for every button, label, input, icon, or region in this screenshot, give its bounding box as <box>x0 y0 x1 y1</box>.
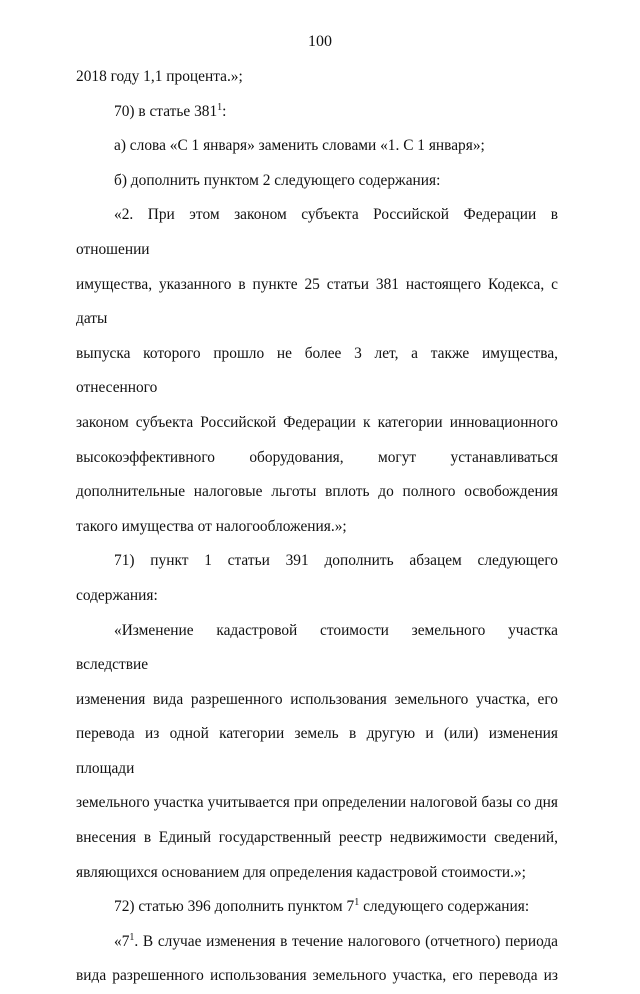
item-72-text: 72) статью 396 дополнить пунктом 7 <box>114 898 355 916</box>
paragraph-subitem-b: б) дополнить пунктом 2 следующего содержания: <box>114 171 441 189</box>
quote-7-1-line-2: вида разрешенного использования земельного участка, его перевода из <box>76 967 558 985</box>
quote-2-line-7: такого имущества от налогообложения.»; <box>76 517 347 535</box>
paragraph-item-70 <box>76 95 558 130</box>
paragraph-continuation: 2018 году 1,1 процента.»; <box>76 68 243 85</box>
item-72-tail: следующего содержания: <box>359 898 530 916</box>
paragraph-item-72 <box>76 890 558 925</box>
quote-7-1-text: . В случае изменения в течение налогового (отчетного) периода <box>134 932 558 950</box>
quote-cadastral-line-5: внесения в Единый государственный реестр недвижимости сведений, <box>76 829 558 847</box>
item-70-superscript: 1 <box>217 101 223 113</box>
quote-2-line-3: выпуска которого прошло не более 3 лет, а также имущества, отнесенного <box>76 344 558 397</box>
quoted-paragraph-cadastral <box>76 614 558 891</box>
quote-cadastral-line-6: являющихся основанием для определения кадастровой стоимости.»; <box>76 863 526 881</box>
quote-cadastral-line-2: изменения вида разрешенного использования земельного участка, его <box>76 690 558 708</box>
quote-2-line-1: «2. При этом законом субъекта Российской Федерации в отношении <box>76 206 558 258</box>
quote-cadastral-line-3: перевода из одной категории земель в другую и (или) изменения площади <box>76 725 558 777</box>
quote-2-line-5: высокоэффективного оборудования, могут устанавливаться <box>76 448 558 466</box>
item-70-text: 70) в статье 381 <box>114 102 218 120</box>
quoted-paragraph-7-1 <box>76 925 558 994</box>
page-number: 100 <box>308 33 332 50</box>
document-body <box>76 60 558 994</box>
item-70-colon: : <box>222 102 227 120</box>
quote-cadastral-line-1: «Изменение кадастровой стоимости земельного участка вследствие <box>76 621 558 674</box>
paragraph-item-71: 71) пункт 1 статьи 391 дополнить абзацем следующего содержания: <box>76 552 558 604</box>
quote-2-line-2: имущества, указанного в пункте 25 статьи 381 настоящего Кодекса, с даты <box>76 275 558 328</box>
quote-7-1-number: «7 <box>114 932 130 950</box>
quoted-paragraph-2 <box>76 198 558 544</box>
paragraph-subitem-a: а) слова «С 1 января» заменить словами «1. С 1 января»; <box>114 137 485 155</box>
quote-2-line-6: дополнительные налоговые льготы вплоть до полного освобождения <box>76 483 558 501</box>
quote-7-1-line-1 <box>76 925 558 960</box>
quote-7-1-superscript: 1 <box>129 931 135 943</box>
item-72-superscript: 1 <box>354 897 360 909</box>
quote-cadastral-line-4: земельного участка учитывается при определении налоговой базы со дня <box>76 794 558 812</box>
quote-2-line-4: законом субъекта Российской Федерации к категории инновационного <box>76 413 558 431</box>
